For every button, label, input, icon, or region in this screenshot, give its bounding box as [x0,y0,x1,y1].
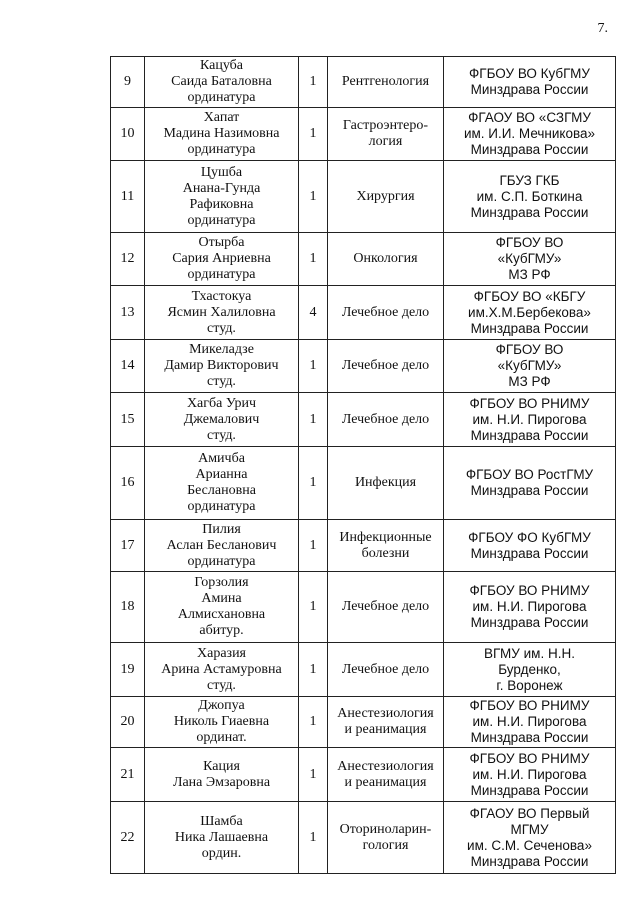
row-number-cell: 16 [111,447,145,520]
organization-line: МГМУ [510,821,549,837]
quantity-cell: 4 [299,286,328,340]
person-name-line: студ. [207,427,236,443]
person-name-line: Анана-Гунда [182,180,261,196]
organization-cell [444,643,616,697]
quantity-cell: 1 [299,748,328,802]
person-name-cell [145,748,299,802]
table-row [111,697,616,748]
organization-line: ФГБОУ ВО КубГМУ [469,66,590,81]
person-name-line: студ. [207,677,236,693]
table-row [111,233,616,286]
quantity-cell: 1 [299,643,328,697]
organization-line: ФГБОУ ВО [495,342,564,357]
table-row [111,340,616,393]
organization-cell [444,802,616,874]
table-row [111,57,616,108]
person-name-line: Рафиковна [189,196,254,212]
specialty-cell [328,108,444,161]
row-number-cell: 9 [111,57,145,108]
table-row [111,393,616,447]
person-name-line: Дамир Викторович [164,358,279,373]
organization-cell [444,340,616,393]
organization-line: Минздрава России [470,730,589,745]
quantity-cell: 1 [299,447,328,520]
person-name-line: Хапат [203,110,240,125]
person-name-line: студ. [207,320,236,336]
person-name-cell [145,572,299,643]
quantity-cell: 1 [299,57,328,108]
row-number-cell: 19 [111,643,145,697]
specialty-line: и реанимация [344,774,427,790]
organization-line: им. Н.И. Пирогова [472,766,587,782]
person-name-line: Саида Баталовна [171,74,272,89]
person-name-line: Амина [201,591,242,606]
person-name-line: ординатура [187,142,256,157]
person-name-cell [145,286,299,340]
person-name-line: Ника Лашаевна [174,829,269,845]
specialty-cell [328,748,444,802]
person-name-line: Арина Астамуровна [161,661,282,677]
quantity-cell: 1 [299,393,328,447]
organization-line: им. Н.И. Пирогова [472,599,587,614]
organization-line: ФГБОУ ФО КубГМУ [468,529,591,545]
organization-line: им. Н.И. Пирогова [472,714,587,729]
row-number-cell: 21 [111,748,145,802]
person-name-cell [145,643,299,697]
table-row [111,447,616,520]
organization-line: «КубГМУ» [497,358,562,373]
specialty-line: Инфекционные [339,529,432,545]
organization-line: Минздрава России [470,427,589,443]
row-number-cell: 20 [111,697,145,748]
organization-line: Минздрава России [470,82,589,97]
organization-line: ФГБОУ ВО РНИМУ [469,583,590,598]
person-name-line: Отырба [198,235,245,250]
table-body [111,57,616,874]
person-name-line: Шамба [200,813,243,829]
quantity-cell: 1 [299,233,328,286]
specialty-line: и реанимация [344,722,427,737]
page-number: 7. [597,21,608,36]
person-name-line: Мадина Назимовна [163,126,280,141]
organization-cell [444,697,616,748]
specialty-line: Анестезиология [337,758,434,774]
organization-cell [444,447,616,520]
table-row [111,643,616,697]
organization-line: им. С.П. Боткина [476,188,583,204]
person-name-cell [145,340,299,393]
row-number-cell: 12 [111,233,145,286]
specialty-cell [328,286,444,340]
specialty-line: Рентгенология [341,74,430,89]
specialty-line: Гастроэнтеро- [342,118,429,133]
specialty-line: болезни [361,545,410,561]
person-name-cell [145,447,299,520]
organization-line: Минздрава России [470,615,589,630]
specialty-line: Онкология [353,251,418,266]
person-name-line: Кацуба [199,58,243,73]
person-name-line: Беслановна [187,483,256,498]
person-name-line: студ. [207,374,236,389]
person-name-line: Аслан Бесланович [166,537,277,553]
organization-line: ФГБОУ ВО РНИМУ [469,395,590,411]
person-name-line: Лана Эмзаровна [172,774,271,790]
organization-line: Минздрава России [470,320,589,336]
row-number-cell: 10 [111,108,145,161]
quantity-cell: 1 [299,108,328,161]
person-name-line: Джемалович [183,411,260,427]
table-row [111,572,616,643]
person-name-line: ординат. [196,730,247,745]
person-name-line: Микеладзе [189,342,254,357]
row-number-cell: 14 [111,340,145,393]
organization-line: МЗ РФ [508,267,551,282]
organization-cell [444,748,616,802]
organization-line: ФГБОУ ВО [495,235,564,250]
person-name-line: ординатура [187,267,256,282]
person-name-cell [145,161,299,233]
table-row [111,748,616,802]
organization-line: Минздрава России [470,853,589,869]
specialty-cell [328,643,444,697]
organization-line: г. Воронеж [496,677,563,693]
organization-line: МЗ РФ [508,374,551,389]
person-name-line: Кация [203,758,240,774]
organization-cell [444,161,616,233]
specialty-line: Лечебное дело [341,599,430,614]
organization-line: Минздрава России [470,142,589,157]
organization-line: ВГМУ им. Н.Н. [484,645,575,661]
person-name-line: Горзолия [194,575,249,590]
table-row [111,802,616,874]
row-number-cell: 11 [111,161,145,233]
organization-cell [444,108,616,161]
person-name-line: Амичба [198,451,245,466]
specialty-line: Лечебное дело [341,358,430,373]
organization-line: ФГБОУ ВО РостГМУ [465,467,594,482]
quantity-cell: 1 [299,572,328,643]
organization-cell [444,393,616,447]
specialty-cell [328,340,444,393]
specialty-line: Инфекция [354,475,417,490]
organization-line: ГБУЗ ГКБ [499,172,560,188]
person-name-line: ординатура [187,212,256,228]
organization-line: им. С.М. Сеченова» [467,837,592,853]
person-name-line: ординатура [187,499,256,514]
specialty-cell [328,447,444,520]
person-name-cell [145,393,299,447]
person-name-cell [145,233,299,286]
specialty-cell [328,393,444,447]
person-name-cell [145,57,299,108]
row-number-cell: 13 [111,286,145,340]
quantity-cell: 1 [299,161,328,233]
specialty-line: Анестезиология [337,706,434,721]
specialty-cell [328,233,444,286]
organization-cell [444,572,616,643]
quantity-cell: 1 [299,520,328,572]
row-number-cell: 17 [111,520,145,572]
specialty-cell [328,802,444,874]
organization-line: Минздрава России [470,204,589,220]
specialty-cell [328,572,444,643]
person-name-cell [145,520,299,572]
organization-line: им.Х.М.Бербекова» [468,304,591,320]
person-name-line: Джопуа [198,698,245,713]
organization-line: им. И.И. Мечникова» [463,126,596,141]
organization-line: ФГАОУ ВО Первый [469,805,590,821]
specialty-cell [328,57,444,108]
table-row [111,520,616,572]
specialty-line: Оториноларин- [339,821,432,837]
person-name-cell [145,697,299,748]
person-name-line: Николь Гиаевна [173,714,270,729]
organization-line: Минздрава России [470,545,589,561]
person-name-line: Алмисхановна [177,607,266,622]
organization-line: ФГБОУ ВО РНИМУ [469,698,590,713]
person-name-line: ординатура [187,553,256,569]
organization-cell [444,520,616,572]
organization-line: «КубГМУ» [497,251,562,266]
table-row [111,161,616,233]
table-row [111,286,616,340]
table-row [111,108,616,161]
person-name-line: Цушба [200,164,243,180]
specialty-line: логия [368,134,403,149]
specialty-line: гология [362,837,409,853]
organization-line: ФГАОУ ВО «СЗГМУ [468,110,591,125]
organization-line: Минздрава России [470,483,589,498]
person-name-line: Сария Анриевна [172,251,271,266]
specialty-line: Лечебное дело [341,661,430,677]
row-number-cell: 18 [111,572,145,643]
quantity-cell: 1 [299,697,328,748]
organization-cell [444,286,616,340]
person-name-line: Арианна [195,467,248,482]
person-name-line: Тхастокуа [191,288,252,304]
row-number-cell: 22 [111,802,145,874]
specialty-cell [328,520,444,572]
person-name-cell [145,802,299,874]
person-name-line: Ясмин Халиловна [167,304,276,320]
organization-line: Минздрава России [470,782,589,798]
person-name-line: ординатура [187,90,256,105]
person-name-line: ордин. [201,845,242,861]
organization-line: ФГБОУ ВО РНИМУ [469,750,590,766]
participants-table [110,56,616,874]
organization-cell [444,233,616,286]
organization-cell [444,57,616,108]
specialty-line: Хирургия [356,188,415,204]
person-name-line: Пилия [202,521,241,537]
person-name-line: Харазия [197,645,246,661]
organization-line: Бурденко, [498,661,561,677]
specialty-line: Лечебное дело [341,411,430,427]
organization-line: им. Н.И. Пирогова [472,411,587,427]
specialty-cell [328,697,444,748]
person-name-cell [145,108,299,161]
specialty-line: Лечебное дело [341,304,430,320]
row-number-cell: 15 [111,393,145,447]
quantity-cell: 1 [299,802,328,874]
specialty-cell [328,161,444,233]
person-name-line: Хагба Урич [186,395,257,411]
quantity-cell: 1 [299,340,328,393]
organization-line: ФГБОУ ВО «КБГУ [473,288,586,304]
person-name-line: абитур. [199,623,244,638]
